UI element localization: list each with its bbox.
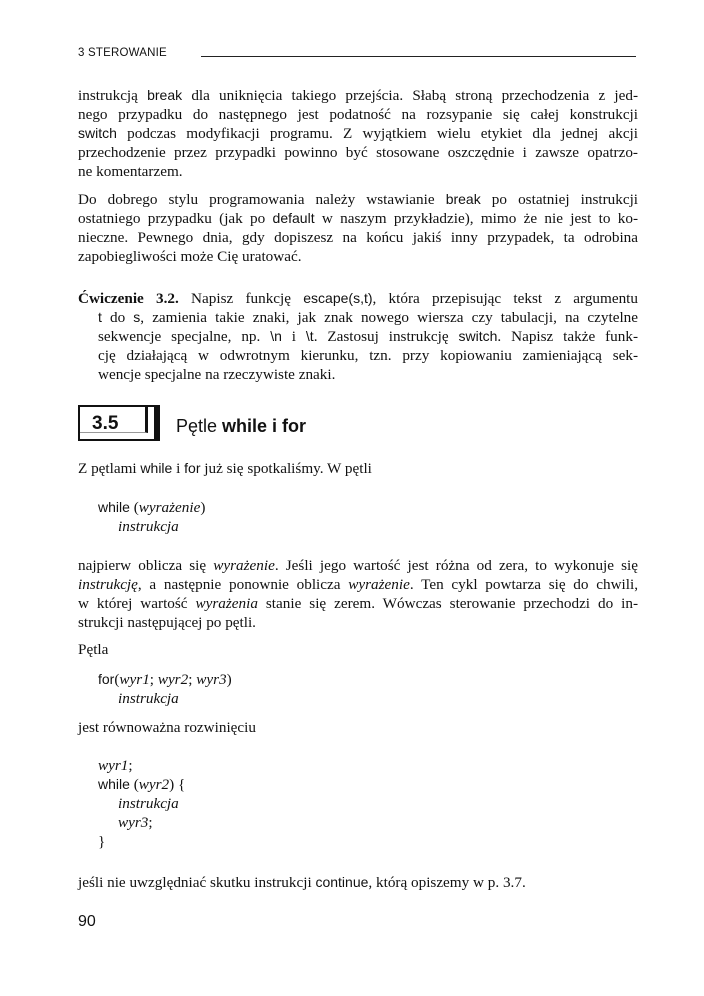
text-run: . Jeśli jego wartość jest różna od zera, to wykonuje się [274, 557, 638, 574]
bold-label: Ćwiczenie 3.2. [78, 290, 179, 307]
text-line [78, 228, 638, 247]
italic-term: instrukcja [118, 690, 179, 707]
italic-term: wyrażenie [348, 576, 410, 593]
code-token: switch [458, 328, 498, 344]
code-token: for [98, 671, 115, 687]
text-run: stanie się zerem. Wówczas sterowanie przechodzi do in- [257, 595, 638, 612]
code-token: default [272, 210, 315, 226]
paragraph-fallthrough [78, 86, 638, 181]
paragraph-equivalent [78, 718, 638, 737]
text-run: ( [114, 671, 120, 688]
text-run: i [172, 460, 185, 477]
section-number: 3.5 [92, 413, 119, 434]
code-line [98, 813, 658, 832]
text-run: . Ten cykl powtarza się do chwili, [409, 576, 638, 593]
text-run: ostatniego przypadku (jak po [78, 210, 273, 227]
text-run: ( [129, 499, 139, 516]
text-line [98, 346, 638, 365]
code-token: \n [270, 328, 282, 344]
text-run: wencje specjalne na rzeczywiste znaki. [98, 366, 336, 383]
text-run: nieczne. Pewnego dnia, gdy dopiszesz na końcu jakiś inny przypadek, ta odrobina [78, 229, 638, 246]
text-run: dla uniknięcia takiego przejścia. Słabą stroną przechodzenia z jed- [182, 87, 638, 104]
section-title-prefix: Pętle [176, 416, 223, 436]
header-rule [201, 56, 636, 57]
italic-term: wyr1 [119, 671, 150, 688]
section-box-edge [154, 405, 160, 441]
text-run: zapobiegliwości może Cię uratować. [78, 248, 302, 265]
text-run: cję działającą w odwrotnym kierunku, tzn. przy kopiowaniu zamieniającą sek- [98, 347, 638, 364]
text-line [78, 718, 638, 737]
code-token: continue [315, 874, 369, 890]
code-line [98, 775, 658, 794]
text-run: ( [129, 776, 139, 793]
code-token: \t [305, 328, 314, 344]
text-line [78, 143, 638, 162]
code-token: switch [78, 125, 117, 141]
italic-term: wyr2 [157, 671, 189, 688]
text-line [78, 105, 638, 124]
code-token: break [147, 87, 183, 103]
exercise-3-2 [78, 289, 638, 384]
text-line [78, 162, 638, 181]
text-run: jest równoważna rozwinięciu [78, 719, 256, 736]
text-line [78, 594, 638, 613]
paragraph-while-explanation [78, 556, 638, 632]
section-title-keywords: while i for [222, 416, 307, 436]
text-run: } [98, 833, 106, 850]
text-run: ne komentarzem. [78, 163, 183, 180]
code-line [98, 756, 658, 775]
text-run: Napisz funkcję [178, 290, 304, 307]
code-token: t [98, 309, 102, 325]
text-run: już się spotkaliśmy. W pętli [200, 460, 372, 477]
italic-term: wyr1 [98, 757, 129, 774]
text-run: ; [149, 671, 158, 688]
text-run: w której wartość [78, 595, 196, 612]
text-line [78, 289, 638, 308]
text-run: sekwencje specjalne, np. [98, 328, 271, 345]
code-block-expansion [98, 756, 658, 851]
code-line [98, 794, 658, 813]
code-token: escape(s,t) [303, 290, 373, 306]
text-run: . Zastosuj instrukcję [313, 328, 459, 345]
text-line [78, 209, 638, 228]
paragraph-loop-label [78, 640, 638, 659]
text-line [78, 575, 638, 594]
text-run: ; [128, 757, 133, 774]
text-run: . Napisz także funk- [497, 328, 638, 345]
text-run: i [281, 328, 306, 345]
italic-term: wyrażenie [138, 499, 201, 516]
text-line [78, 613, 638, 632]
text-run: nego przypadku do następnego jest podatność na rozsypanie się całej konstrukcji [78, 106, 638, 123]
chapter-title: 3 STEROWANIE [78, 47, 167, 59]
section-title [176, 417, 306, 436]
paragraph-style-advice [78, 190, 638, 266]
text-run: strukcji następującej po pętli. [78, 614, 256, 631]
text-run: instrukcją [78, 87, 148, 104]
text-run: , którą opiszemy w p. 3.7. [368, 874, 526, 891]
text-run: Z pętlami [78, 460, 141, 477]
text-run: do [101, 309, 134, 326]
text-line [98, 365, 638, 384]
text-line [78, 124, 638, 143]
text-run: po ostatniej instrukcji [480, 191, 638, 208]
code-line [98, 670, 658, 689]
text-line [78, 640, 638, 659]
code-token: for [184, 460, 201, 476]
running-header [78, 41, 636, 63]
text-line [98, 327, 638, 346]
text-run: ) [200, 499, 206, 516]
page-number: 90 [78, 913, 96, 930]
text-run: ) { [169, 776, 186, 793]
text-run: ) [226, 671, 232, 688]
italic-term: instrukcja [118, 518, 179, 535]
text-run: , która przepisując tekst z argumentu [372, 290, 638, 307]
text-line [78, 459, 638, 478]
text-run: , zamienia takie znaki, jak znak nowego wiersza czy tabulacji, na czytelne [140, 309, 638, 326]
text-line [98, 308, 638, 327]
italic-term: wyr2 [138, 776, 170, 793]
code-line [98, 517, 658, 536]
code-token: while [98, 499, 130, 515]
section-number-box [78, 405, 156, 441]
text-line [78, 556, 638, 575]
text-line [78, 247, 638, 266]
text-run: ; [148, 814, 153, 831]
italic-term: wyrażenia [195, 595, 258, 612]
text-run: w naszym przykładzie), mimo że nie jest to ko- [314, 210, 638, 227]
text-run: podczas modyfikacji programu. Z wyjątkiem wielu etykiet dla jednej akcji [116, 125, 638, 142]
text-line [78, 190, 638, 209]
italic-term: wyrażenie [213, 557, 275, 574]
code-line [98, 498, 658, 517]
italic-term: wyr3 [118, 814, 149, 831]
text-run: jeśli nie uwzględniać skutku instrukcji [78, 874, 316, 891]
italic-term: instrukcja [118, 795, 179, 812]
italic-term: instrukcję [78, 576, 138, 593]
code-line [98, 689, 658, 708]
text-run: , a następnie ponownie oblicza [137, 576, 349, 593]
paragraph-continue-note [78, 873, 638, 892]
code-token: while [140, 460, 173, 476]
text-run: Pętla [78, 641, 109, 658]
code-token: s [133, 309, 141, 325]
text-run: ; [188, 671, 197, 688]
code-line [98, 832, 658, 851]
code-block-while [98, 498, 658, 536]
text-run: najpierw oblicza się [78, 557, 214, 574]
code-block-for [98, 670, 658, 708]
text-run: przechodzenie przez przypadki powinno być stosowane oszczędnie i zawsze opatrzo- [78, 144, 638, 161]
text-run: Do dobrego stylu programowania należy wstawianie [78, 191, 446, 208]
italic-term: wyr3 [196, 671, 227, 688]
text-line [78, 873, 638, 892]
code-token: break [445, 191, 481, 207]
code-token: while [98, 776, 130, 792]
text-line [78, 86, 638, 105]
paragraph-loops-intro [78, 459, 638, 478]
